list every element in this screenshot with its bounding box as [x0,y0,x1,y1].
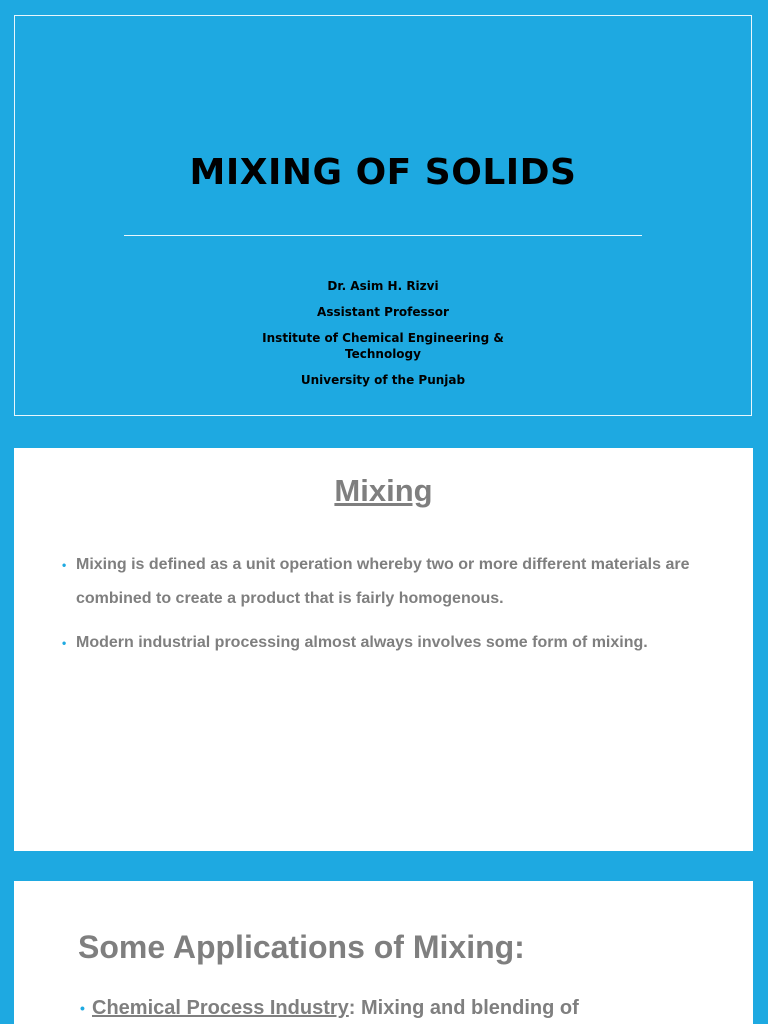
title-slide [0,0,768,433]
author-institute: Institute of Chemical Engineering & Technology [262,331,504,361]
title-divider [124,235,642,236]
mixing-definition-slide [14,448,753,851]
applications-bullet-list [80,995,700,1021]
application-term: Chemical Process Industry [92,997,349,1019]
slide-title-mixing: Mixing [334,473,433,508]
application-text: : Mixing and blending of [348,997,579,1019]
author-name: Dr. Asim H. Rizvi [327,279,439,293]
bullet-text: Mixing is defined as a unit operation whereby two or more different materials are combined to create a product that is fairly homogenous. [76,556,690,607]
bullet-icon: • [80,1000,85,1016]
author-position: Assistant Professor [317,305,449,319]
author-university: University of the Punjab [300,373,466,387]
author-block [250,278,516,398]
presentation-title: MIXING OF SOLIDS [189,152,577,193]
bullet-icon: • [62,558,67,572]
definition-bullet-list [62,548,722,670]
slide-title-applications: Some Applications of Mixing: [78,929,525,965]
applications-slide [14,881,753,1024]
list-item [62,626,722,660]
bullet-text: Modern industrial processing almost always involves some form of mixing. [76,634,648,651]
bullet-icon: • [62,636,67,650]
list-item [62,548,722,616]
list-item [80,995,700,1021]
